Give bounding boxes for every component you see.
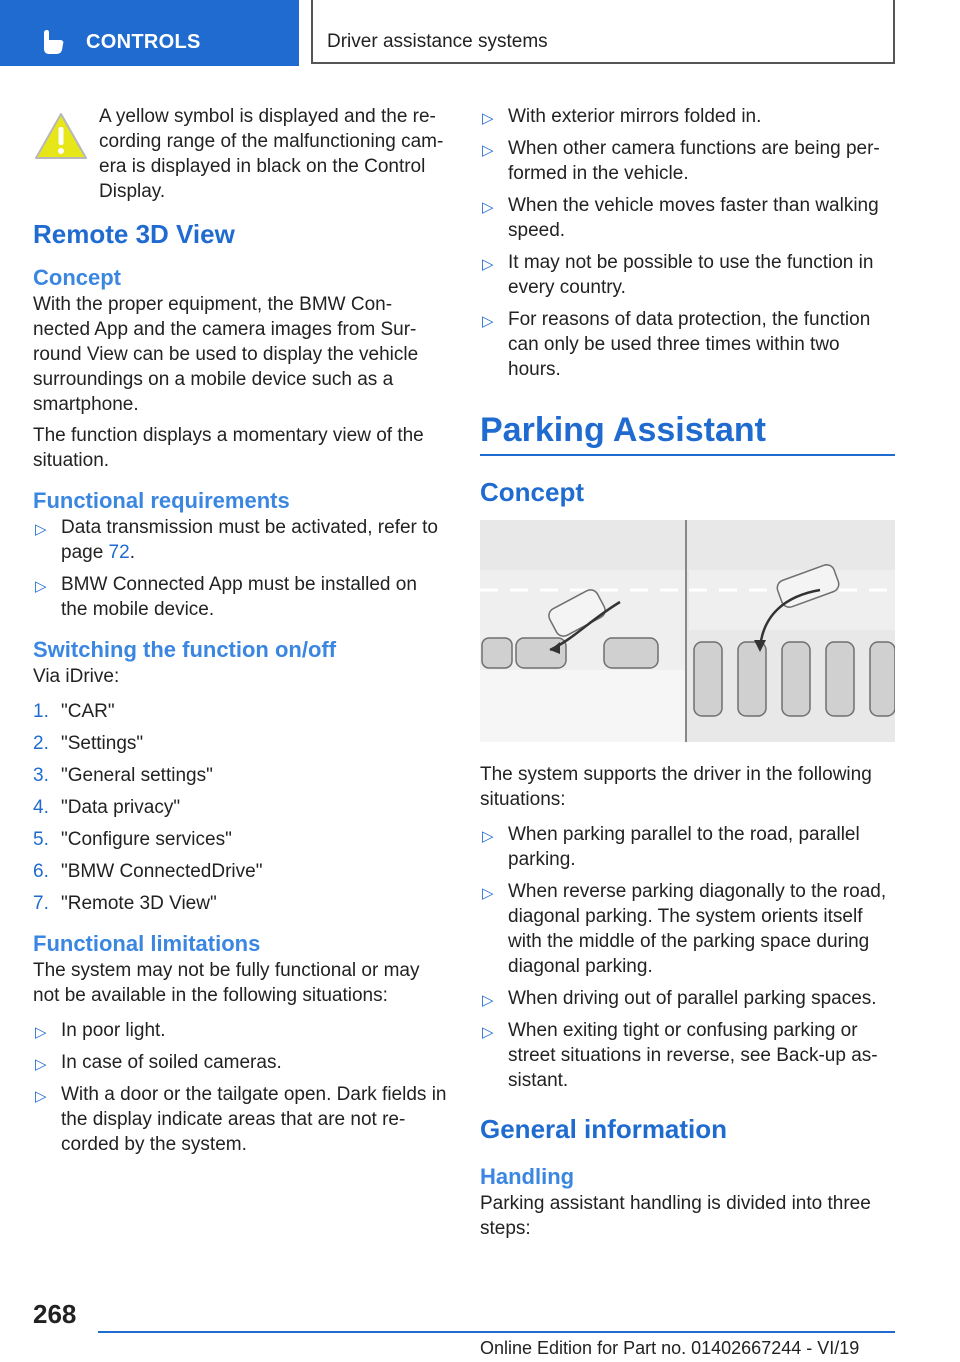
triangle-bullet-icon: ▷ bbox=[35, 1024, 47, 1041]
steps-list bbox=[33, 699, 448, 916]
heading-functional-requirements: Functional requirements bbox=[33, 488, 290, 513]
step-number: 1. bbox=[33, 701, 49, 722]
chapter-title: Driver assistance systems bbox=[327, 31, 548, 52]
heading-concept: Concept bbox=[33, 265, 121, 290]
supports-intro: The system supports the driver in the following situations: bbox=[480, 764, 872, 810]
triangle-bullet-icon: ▷ bbox=[35, 578, 47, 595]
heading-functional-limitations: Functional limitations bbox=[33, 931, 261, 956]
triangle-bullet-icon: ▷ bbox=[482, 110, 494, 127]
list-item bbox=[480, 136, 895, 186]
via-idrive: Via iDrive: bbox=[33, 666, 120, 687]
step-text: "Settings" bbox=[61, 733, 144, 754]
requirements-list bbox=[33, 515, 448, 622]
list-item-text: When exiting tight or confusing parking or street situations in reverse, see Back-up as-sistant. bbox=[508, 1020, 878, 1091]
list-item-punct: . bbox=[129, 542, 135, 563]
triangle-bullet-icon: ▷ bbox=[482, 1024, 494, 1041]
step-number: 3. bbox=[33, 765, 49, 786]
list-item-text: For reasons of data protection, the function can only be used three times within two hours. bbox=[508, 309, 871, 380]
edition-label: Online Edition for Part no. 01402667244 - VI/19 bbox=[480, 1338, 860, 1358]
step-text: "BMW ConnectedDrive" bbox=[61, 861, 263, 882]
step-item bbox=[33, 731, 448, 756]
list-item bbox=[480, 879, 895, 979]
situations-list bbox=[480, 822, 895, 1093]
triangle-bullet-icon: ▷ bbox=[482, 885, 494, 902]
step-item bbox=[33, 891, 448, 916]
heading-parking-assistant: Parking Assistant bbox=[480, 411, 766, 449]
step-text: "Remote 3D View" bbox=[61, 893, 217, 914]
list-item-text: BMW Connected App must be installed on the mobile device. bbox=[61, 574, 417, 620]
list-item-text: When reverse parking diagonally to the road, diagonal parking. The system orients itself with the middle of the parking space during diagonal parking. bbox=[508, 881, 887, 977]
step-text: "General settings" bbox=[61, 765, 213, 786]
limitations-list-continued bbox=[480, 104, 895, 382]
step-item bbox=[33, 763, 448, 788]
step-item bbox=[33, 827, 448, 852]
step-number: 7. bbox=[33, 893, 49, 914]
triangle-bullet-icon: ▷ bbox=[35, 521, 47, 538]
step-number: 5. bbox=[33, 829, 49, 850]
triangle-bullet-icon: ▷ bbox=[482, 256, 494, 273]
list-item bbox=[33, 1082, 448, 1157]
concept-paragraph-2: The function displays a momentary view of the situation. bbox=[33, 425, 424, 471]
list-item bbox=[480, 193, 895, 243]
concept-paragraph-1: With the proper equipment, the BMW Con-nected App and the camera images from Sur-round View can be used to display the vehicle surroundings on a mobile device such as a smartphone. bbox=[33, 294, 419, 415]
list-item bbox=[33, 572, 448, 622]
warning-text: A yellow symbol is displayed and the re-cording range of the malfunctioning cam-era is displayed in black on the Control Display. bbox=[99, 106, 444, 202]
heading-pa-concept: Concept bbox=[480, 477, 584, 507]
list-item-text: In poor light. bbox=[61, 1020, 166, 1041]
triangle-bullet-icon: ▷ bbox=[482, 142, 494, 159]
list-item bbox=[480, 1018, 895, 1093]
list-item bbox=[480, 250, 895, 300]
step-number: 4. bbox=[33, 797, 49, 818]
section-label: CONTROLS bbox=[86, 31, 201, 53]
limitations-list bbox=[33, 1018, 448, 1157]
step-number: 6. bbox=[33, 861, 49, 882]
list-item bbox=[33, 515, 448, 565]
page-number: 268 bbox=[33, 1299, 77, 1329]
heading-switching-function: Switching the function on/off bbox=[33, 637, 337, 662]
heading-handling: Handling bbox=[480, 1164, 575, 1189]
step-text: "Data privacy" bbox=[61, 797, 181, 818]
triangle-bullet-icon: ▷ bbox=[482, 313, 494, 330]
warning-triangle-icon bbox=[33, 110, 89, 162]
list-item bbox=[33, 1050, 448, 1075]
limitations-intro: The system may not be fully functional or may not be available in the following situations: bbox=[33, 960, 420, 1006]
section-tab bbox=[0, 0, 299, 66]
list-item-text: When other camera functions are being per-formed in the vehicle. bbox=[508, 138, 880, 184]
step-item bbox=[33, 859, 448, 884]
list-item bbox=[480, 307, 895, 382]
page-link[interactable]: 72 bbox=[108, 542, 130, 563]
list-item bbox=[480, 104, 895, 129]
step-number: 2. bbox=[33, 733, 49, 754]
list-item-text: With a door or the tailgate open. Dark fields in the display indicate areas that are not re-corded by the system. bbox=[61, 1084, 447, 1155]
chapter-header bbox=[311, 0, 895, 64]
step-item bbox=[33, 699, 448, 724]
list-item-text: When the vehicle moves faster than walking speed. bbox=[508, 195, 879, 241]
handling-text: Parking assistant handling is divided into three steps: bbox=[480, 1193, 871, 1239]
left-column bbox=[33, 104, 448, 1164]
triangle-bullet-icon: ▷ bbox=[35, 1088, 47, 1105]
pointing-hand-icon bbox=[38, 28, 70, 56]
triangle-bullet-icon: ▷ bbox=[482, 828, 494, 845]
list-item bbox=[33, 1018, 448, 1043]
footer-rule bbox=[98, 1331, 895, 1333]
heading-remote-3d-view: Remote 3D View bbox=[33, 219, 235, 249]
triangle-bullet-icon: ▷ bbox=[482, 199, 494, 216]
list-item bbox=[480, 986, 895, 1011]
triangle-bullet-icon: ▷ bbox=[35, 1056, 47, 1073]
list-item-text: Data transmission must be activated, refer to page bbox=[61, 517, 438, 563]
right-column bbox=[480, 104, 895, 1247]
step-item bbox=[33, 795, 448, 820]
list-item-text: When driving out of parallel parking spaces. bbox=[508, 988, 877, 1009]
list-item bbox=[480, 822, 895, 872]
step-text: "CAR" bbox=[61, 701, 115, 722]
warning-note bbox=[33, 104, 448, 204]
list-item-text: When parking parallel to the road, parallel parking. bbox=[508, 824, 860, 870]
list-item-text: In case of soiled cameras. bbox=[61, 1052, 282, 1073]
list-item-text: With exterior mirrors folded in. bbox=[508, 106, 762, 127]
triangle-bullet-icon: ▷ bbox=[482, 992, 494, 1009]
heading-rule bbox=[480, 454, 895, 456]
step-text: "Configure services" bbox=[61, 829, 232, 850]
list-item-text: It may not be possible to use the function in every country. bbox=[508, 252, 874, 298]
parking-illustration bbox=[480, 520, 895, 742]
heading-general-information: General information bbox=[480, 1114, 728, 1144]
